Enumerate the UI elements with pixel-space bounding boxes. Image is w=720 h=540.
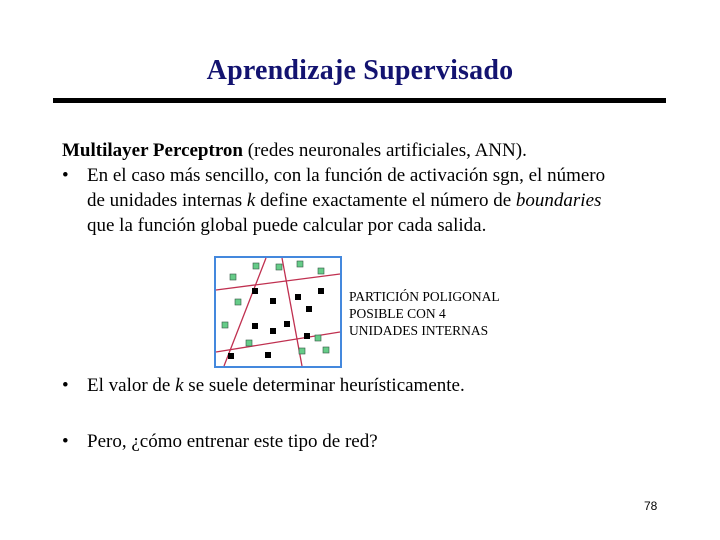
intro-rest: (redes neuronales artificiales, ANN).: [242, 140, 527, 161]
bullet-1-line-2-post: define exactamente el número de: [255, 190, 516, 211]
polygonal-partition-diagram: [214, 256, 342, 368]
intro-line: [62, 138, 527, 163]
bullet-1-line-3: que la función global puede calcular por cada salida.: [87, 215, 487, 236]
bullet-2-post: se suele determinar heurísticamente.: [183, 375, 465, 396]
sample-point-b: [306, 306, 312, 312]
sample-point-a: [253, 263, 259, 269]
page-number: 78: [644, 499, 658, 513]
sample-point-a: [235, 299, 241, 305]
sample-point-a: [323, 347, 329, 353]
bullet-1-line-2-pre: de unidades internas: [87, 190, 247, 211]
sample-point-b: [252, 323, 258, 329]
bullet-1-line-2: [87, 188, 605, 213]
bullet-2-pre: El valor de: [87, 375, 176, 396]
slide-title: Aprendizaje Supervisado: [206, 55, 514, 86]
bullet-1-line-1: En el caso más sencillo, con la función de activación sgn, el número: [87, 165, 606, 186]
sample-point-a: [276, 264, 282, 270]
sample-point-b: [284, 321, 290, 327]
caption-line-2: POSIBLE CON 4: [349, 306, 446, 321]
sample-point-b: [295, 294, 301, 300]
bullet-2-text: [87, 373, 465, 398]
bullet-1-boundaries-term: boundaries: [515, 190, 602, 211]
sample-point-b: [270, 328, 276, 334]
bullet-2-k-variable: k: [175, 375, 184, 396]
sample-point-b: [265, 352, 271, 358]
sample-point-b: [304, 333, 310, 339]
sample-point-b: [270, 298, 276, 304]
sample-point-a: [230, 274, 236, 280]
sample-point-a: [222, 322, 228, 328]
sample-point-b: [318, 288, 324, 294]
sample-point-a: [315, 335, 321, 341]
sample-point-a: [299, 348, 305, 354]
sample-point-a: [297, 261, 303, 267]
sample-point-b: [228, 353, 234, 359]
bullet-dot: •: [62, 431, 69, 452]
bullet-3-text: Pero, ¿cómo entrenar este tipo de red?: [87, 431, 378, 452]
intro-bold-term: Multilayer Perceptron: [62, 140, 243, 161]
bullet-dot: •: [62, 165, 69, 186]
sample-point-b: [252, 288, 258, 294]
bullet-1-text: [87, 163, 605, 238]
caption-line-3: UNIDADES INTERNAS: [349, 323, 489, 338]
sample-point-a: [318, 268, 324, 274]
caption-line-1: PARTICIÓN POLIGONAL: [349, 289, 500, 304]
bullet-dot: •: [62, 375, 69, 396]
sample-point-a: [246, 340, 252, 346]
title-underline: [53, 98, 666, 103]
bullet-1-k-variable: k: [246, 190, 256, 211]
diagram-caption: [349, 288, 500, 339]
